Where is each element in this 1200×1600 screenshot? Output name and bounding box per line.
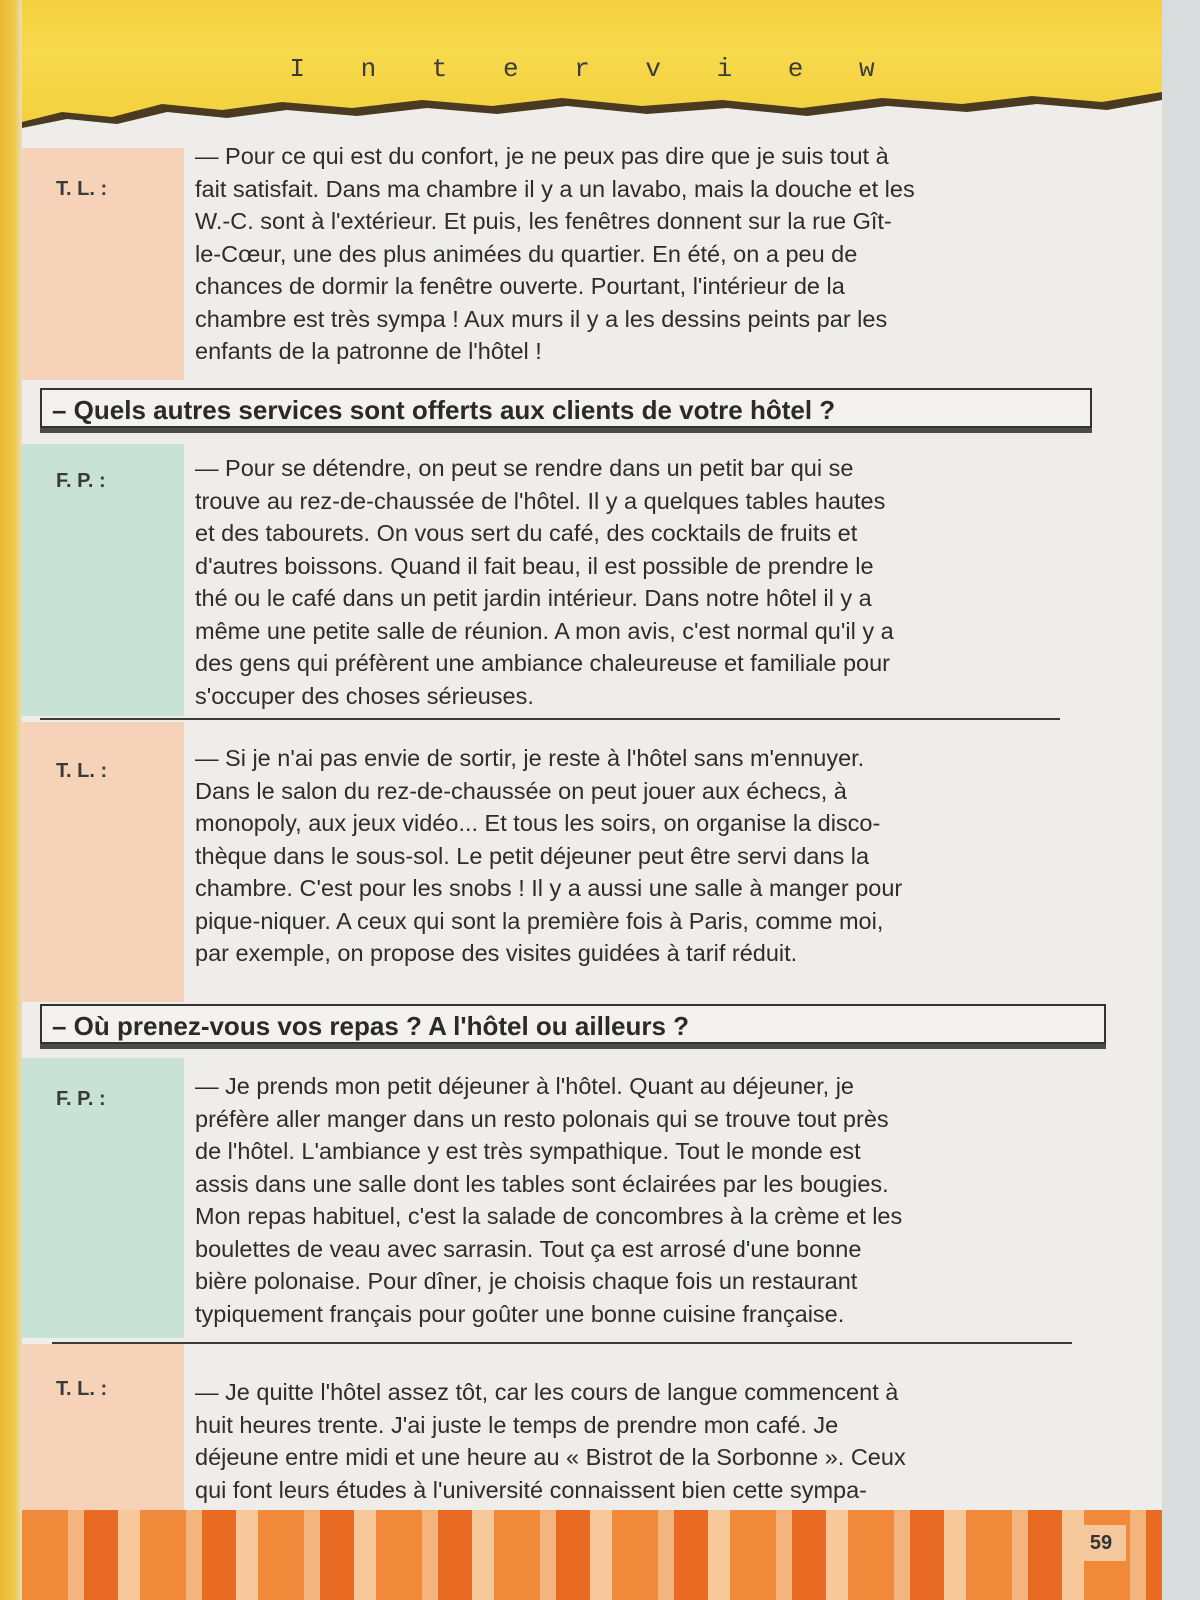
speaker-label: T. L. : [56,178,108,200]
text-line: des gens qui préfèrent une ambiance chaleureuse et familiale pour [195,650,890,676]
question-box: – Quels autres services sont offerts aux clients de votre hôtel ? [40,388,1092,428]
text-line: Dans le salon du rez-de-chaussée on peut jouer aux échecs, à [195,777,847,804]
text-line: s'occuper des choses sérieuses. [195,682,534,709]
text-line: huit heures trente. J'ai juste le temps de prendre mon café. Je [195,1411,839,1438]
text-line: chances de dormir la fenêtre ouverte. Pourtant, l'intérieur de la [195,273,845,299]
text-line: — Je prends mon petit déjeuner à l'hôtel. Quant au déjeuner, je [195,1073,854,1099]
text-line: — Si je n'ai pas envie de sortir, je reste à l'hôtel sans m'ennuyer. [195,745,865,771]
text-line: bière polonaise. Pour dîner, je choisis chaque fois un restaurant [195,1268,858,1294]
speaker-column-tl-3 [22,1344,184,1514]
textbook-page [22,0,1162,1600]
text-line: de l'hôtel. L'ambiance y est très sympathique. Tout le monde est [195,1138,861,1164]
page-title: I n t e r v i e w [289,54,895,84]
text-line: pique-niquer. A ceux qui sont la première fois à Paris, comme moi, [195,907,884,934]
answer-text [195,1376,1075,1506]
text-line: thèque dans le sous-sol. Le petit déjeuner peut être servi dans la [195,842,870,869]
text-line: préfère aller manger dans un resto polonais qui se trouve tout près [195,1105,889,1132]
text-line: — Je quitte l'hôtel assez tôt, car les cours de langue commencent à [195,1379,899,1405]
question-box: – Où prenez-vous vos repas ? A l'hôtel ou ailleurs ? [40,1004,1106,1044]
text-line: Mon repas habituel, c'est la salade de concombres à la crème et les [195,1203,903,1229]
speaker-label: F. P. : [56,470,106,492]
text-line: chambre est très sympa ! Aux murs il y a les dessins peints par les [195,305,888,332]
speaker-label: F. P. : [56,1088,106,1110]
text-line: — Pour ce qui est du confort, je ne peux pas dire que je suis tout à [195,143,889,169]
answer-text [195,742,1075,970]
text-line: monopoly, aux jeux vidéo... Et tous les soirs, on organise la disco- [195,810,881,836]
answer-text [195,140,1075,368]
text-line: le-Cœur, une des plus animées du quartier. En été, on a peu de [195,240,858,267]
text-line: d'autres boissons. Quand il fait beau, il est possible de prendre le [195,552,874,579]
text-line: et des tabourets. On vous sert du café, des cocktails de fruits et [195,520,858,546]
divider [52,1342,1072,1344]
speaker-label: T. L. : [56,760,108,782]
text-line: thé ou le café dans un petit jardin intérieur. Dans notre hôtel il y a [195,585,872,611]
text-line: assis dans une salle dont les tables sont éclairées par les bougies. [195,1170,889,1197]
text-line: même une petite salle de réunion. A mon avis, c'est normal qu'il y a [195,617,894,644]
footer-band [22,1510,1162,1600]
text-line: déjeune entre midi et une heure au « Bistrot de la Sorbonne ». Ceux [195,1444,906,1470]
text-line: — Pour se détendre, on peut se rendre dans un petit bar qui se [195,455,854,481]
answer-text [195,1070,1075,1330]
text-line: enfants de la patronne de l'hôtel ! [195,338,542,364]
text-line: W.-C. sont à l'extérieur. Et puis, les fenêtres donnent sur la rue Gît- [195,208,892,234]
text-line: par exemple, on propose des visites guidées à tarif réduit. [195,940,798,966]
speaker-label: T. L. : [56,1378,108,1400]
text-line: trouve au rez-de-chaussée de l'hôtel. Il y a quelques tables hautes [195,487,886,514]
text-line: chambre. C'est pour les snobs ! Il y a aussi une salle à manger pour [195,875,903,901]
page-number: 59 [1076,1525,1126,1561]
text-line: fait satisfait. Dans ma chambre il y a un lavabo, mais la douche et les [195,175,915,202]
text-line: boulettes de veau avec sarrasin. Tout ça est arrosé d'une bonne [195,1235,862,1262]
divider [40,718,1060,720]
text-line: qui font leurs études à l'université connaissent bien cette sympa- [195,1476,867,1503]
text-line: typiquement français pour goûter une bonne cuisine française. [195,1300,845,1327]
previous-page-edge [0,0,24,1600]
answer-text [195,452,1075,712]
